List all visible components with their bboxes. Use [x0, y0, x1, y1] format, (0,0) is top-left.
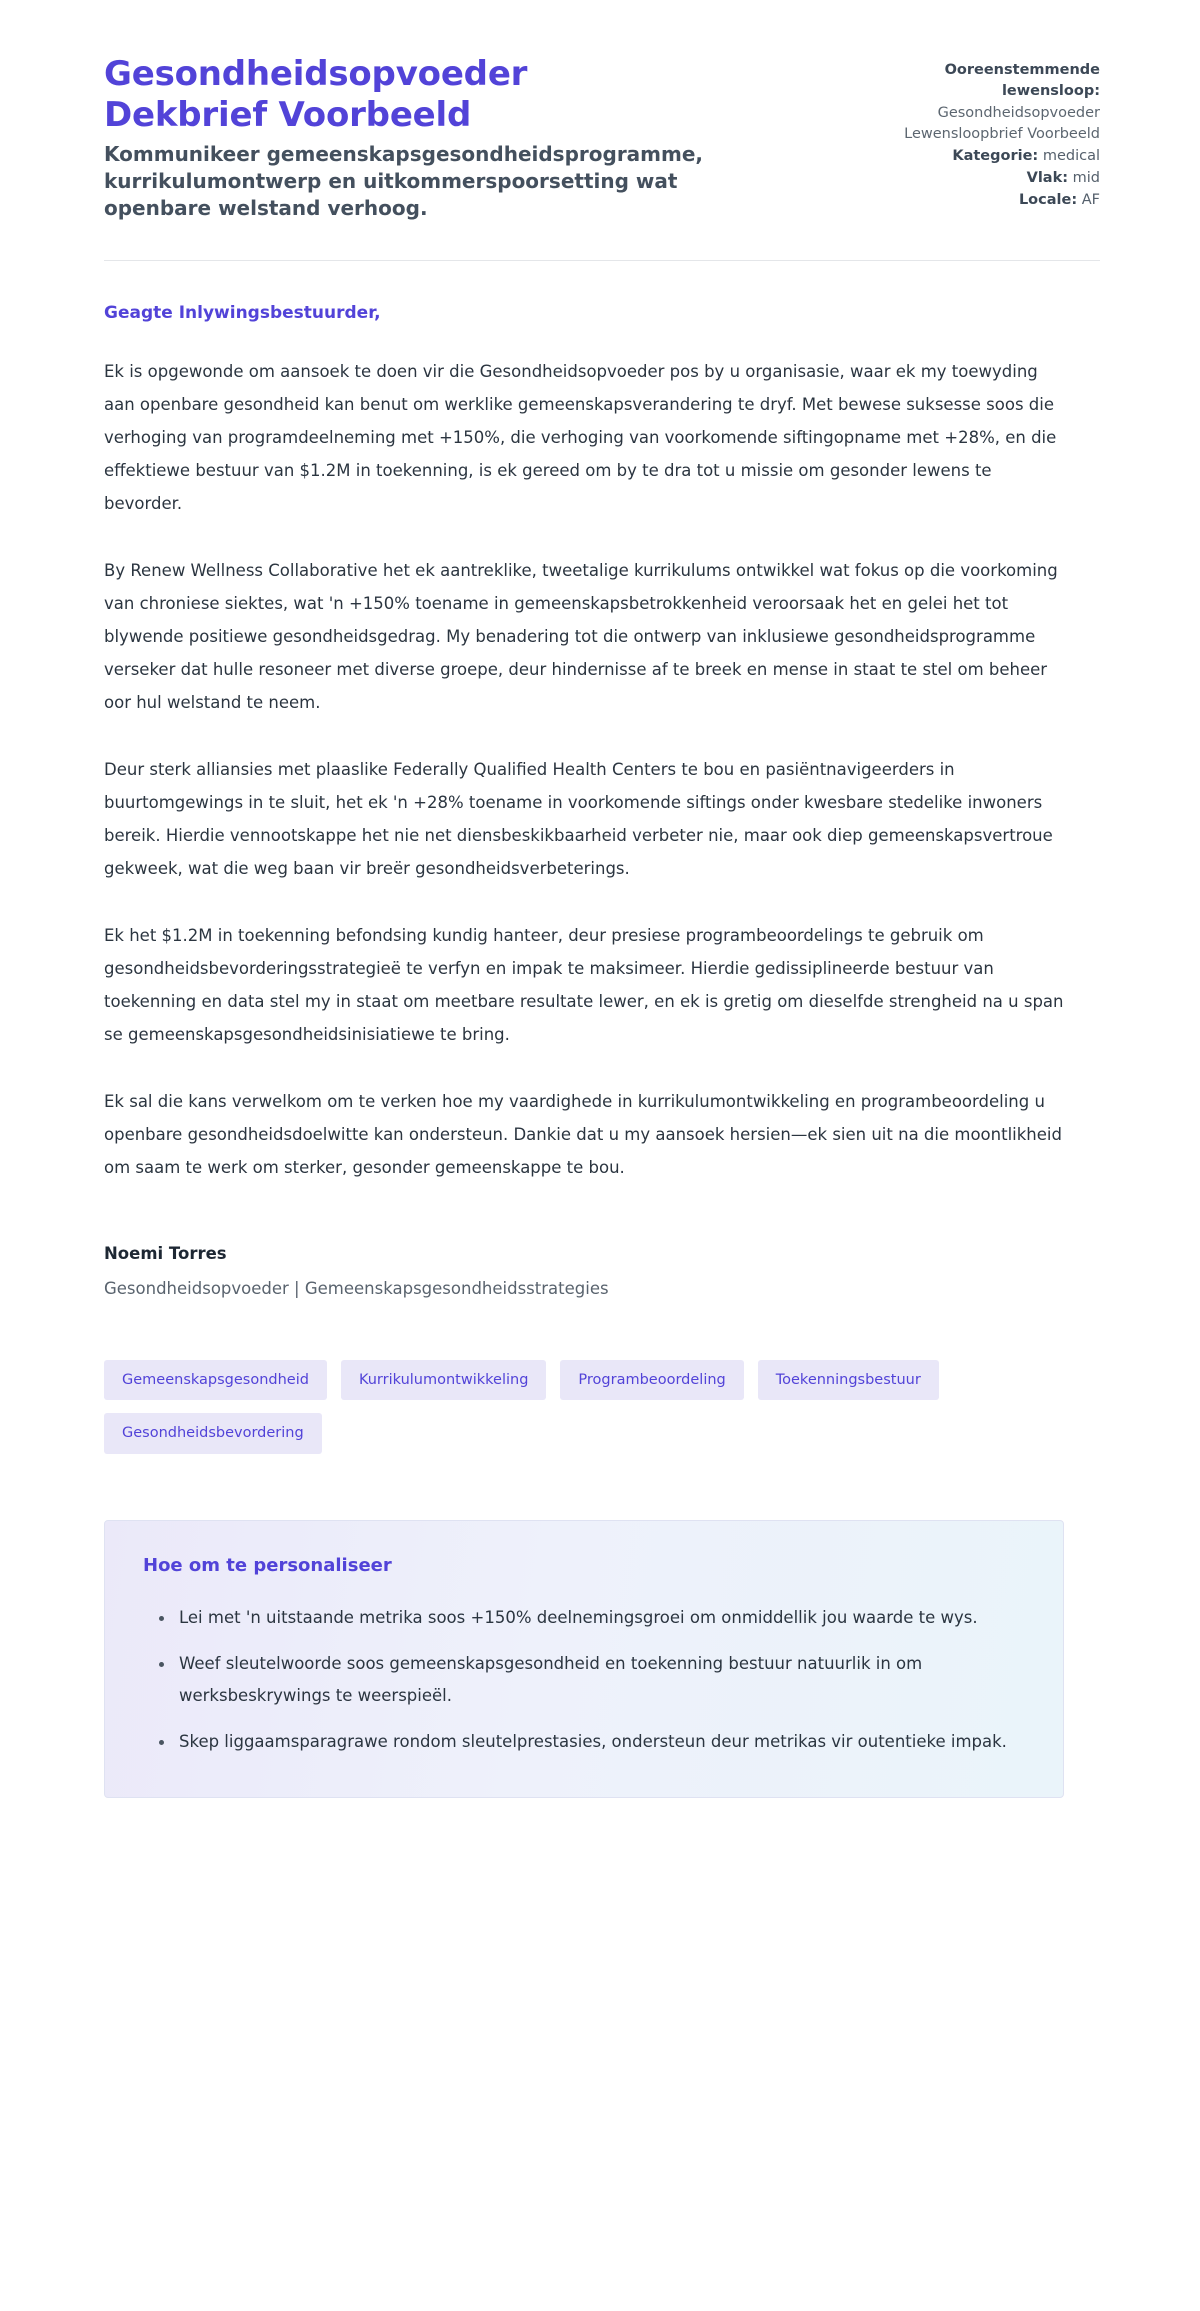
meta-level-value: mid [1072, 170, 1100, 187]
page-subtitle: Kommunikeer gemeenskapsgesondheidsprogramme, kurrikulumontwerp en uitkommerspoorsetting wat openbare welstand verhoog. [104, 141, 704, 220]
tag-chip[interactable]: Programbeoordeling [560, 1360, 743, 1401]
salutation: Geagte Inlywingsbestuurder, [104, 302, 381, 323]
meta-category-value: medical [1042, 148, 1100, 165]
meta-matching-cv-value: Gesondheidsopvoeder Lewensloopbrief Voorbeeld [904, 105, 1100, 143]
letter-body [104, 355, 1100, 1184]
callout-list-item: Lei met 'n uitstaande metrika soos +150% deelnemingsgroei om onmiddellik jou waarde te wys. [165, 1602, 1023, 1634]
letter-paragraph: Ek sal die kans verwelkom om te verken hoe my vaardighede in kurrikulumontwikkeling en programbeoordeling u openbare gesondheidsdoelwitte kan ondersteun. Dankie dat u my aansoek hersien—ek sien uit na die moontlikheid om saam te werk om sterker, gesonder gemeenskappe te bou. [104, 1091, 1062, 1177]
letter-paragraph: By Renew Wellness Collaborative het ek aantreklike, tweetalige kurrikulums ontwikkel wat fokus op die voorkoming van chroniese siektes, wat 'n +150% toename in gemeenskapsbetrokkenheid veroorsaak het en gelei het tot blywende positiewe gesondheidsgedrag. My benadering tot die ontwerp van inklusiewe gesondheidsprogramme verseker dat hulle resoneer met diverse groepe, deur hindernisse af te breek en mense in staat te stel om beheer oor hul welstand te neem. [104, 560, 1058, 712]
personalization-callout [104, 1520, 1064, 1798]
signature-block [104, 1244, 1100, 1298]
signature-name: Noemi Torres [104, 1243, 227, 1263]
header-divider [104, 260, 1100, 261]
callout-list-item: Weef sleutelwoorde soos gemeenskapsgesondheid en toekenning bestuur natuurlik in om werksbeskrywings te weerspieël. [165, 1648, 1023, 1712]
letter-paragraph: Ek het $1.2M in toekenning befondsing kundig hanteer, deur presiese programbeoordelings te gebruik om gesondheidsbevorderingsstrategieë te verfyn en impak te maksimeer. Hierdie gedissiplineerde bestuur van toekenning en data stel my in staat om meetbare resultate lewer, en ek is gretig om dieselfde strengheid na u span se gemeenskapsgesondheidsinisiatiewe te bring. [104, 925, 1064, 1044]
meta-locale-value: AF [1081, 192, 1100, 209]
document-meta [850, 54, 1100, 212]
tag-chip[interactable]: Gemeenskapsgesondheid [104, 1360, 327, 1401]
signature-role: Gesondheidsopvoeder | Gemeenskapsgesondheidsstrategies [104, 1278, 609, 1298]
callout-list-item: Skep liggaamsparagrawe rondom sleutelprestasies, ondersteun deur metrikas vir outentieke impak. [165, 1726, 1023, 1758]
callout-title: Hoe om te personaliseer [143, 1554, 392, 1576]
meta-locale [850, 190, 1100, 211]
meta-category [850, 146, 1100, 167]
meta-matching-cv-label: Ooreenstemmende lewensloop: [944, 62, 1100, 100]
meta-locale-label: Locale: [1018, 192, 1078, 209]
tag-chip[interactable]: Kurrikulumontwikkeling [341, 1360, 546, 1401]
letter-paragraph: Deur sterk alliansies met plaaslike Federally Qualified Health Centers te bou en pasiëntnavigeerders in buurtomgewings in te sluit, het ek 'n +28% toename in voorkomende siftings onder kwesbare stedelike inwoners bereik. Hierdie vennootskappe het nie net diensbeskikbaarheid verbeter nie, maar ook diep gemeenskapsvertroue gekweek, wat die weg baan vir breër gesondheidsverbeterings. [104, 759, 1053, 878]
document-header [104, 54, 1100, 222]
meta-category-label: Kategorie: [952, 148, 1039, 165]
meta-matching-cv [850, 60, 1100, 102]
tag-chip[interactable]: Toekenningsbestuur [758, 1360, 939, 1401]
letter-paragraph: Ek is opgewonde om aansoek te doen vir die Gesondheidsopvoeder pos by u organisasie, waar ek my toewyding aan openbare gesondheid kan benut om werklike gemeenskapsverandering te dryf. Met bewese suksesse soos die verhoging van programdeelneming met +150%, die verhoging van voorkomende siftingopname met +28%, en die effektiewe bestuur van $1.2M in toekenning, is ek gereed om by te dra tot u missie om gesonder lewens te bevorder. [104, 361, 1057, 513]
meta-level [850, 168, 1100, 189]
tag-chip[interactable]: Gesondheidsbevordering [104, 1413, 322, 1454]
header-left [104, 54, 764, 222]
tag-list [104, 1360, 1034, 1454]
page-title: Gesondheidsopvoeder Dekbrief Voorbeeld [104, 54, 528, 136]
callout-list [143, 1602, 1023, 1759]
meta-level-label: Vlak: [1026, 170, 1069, 187]
